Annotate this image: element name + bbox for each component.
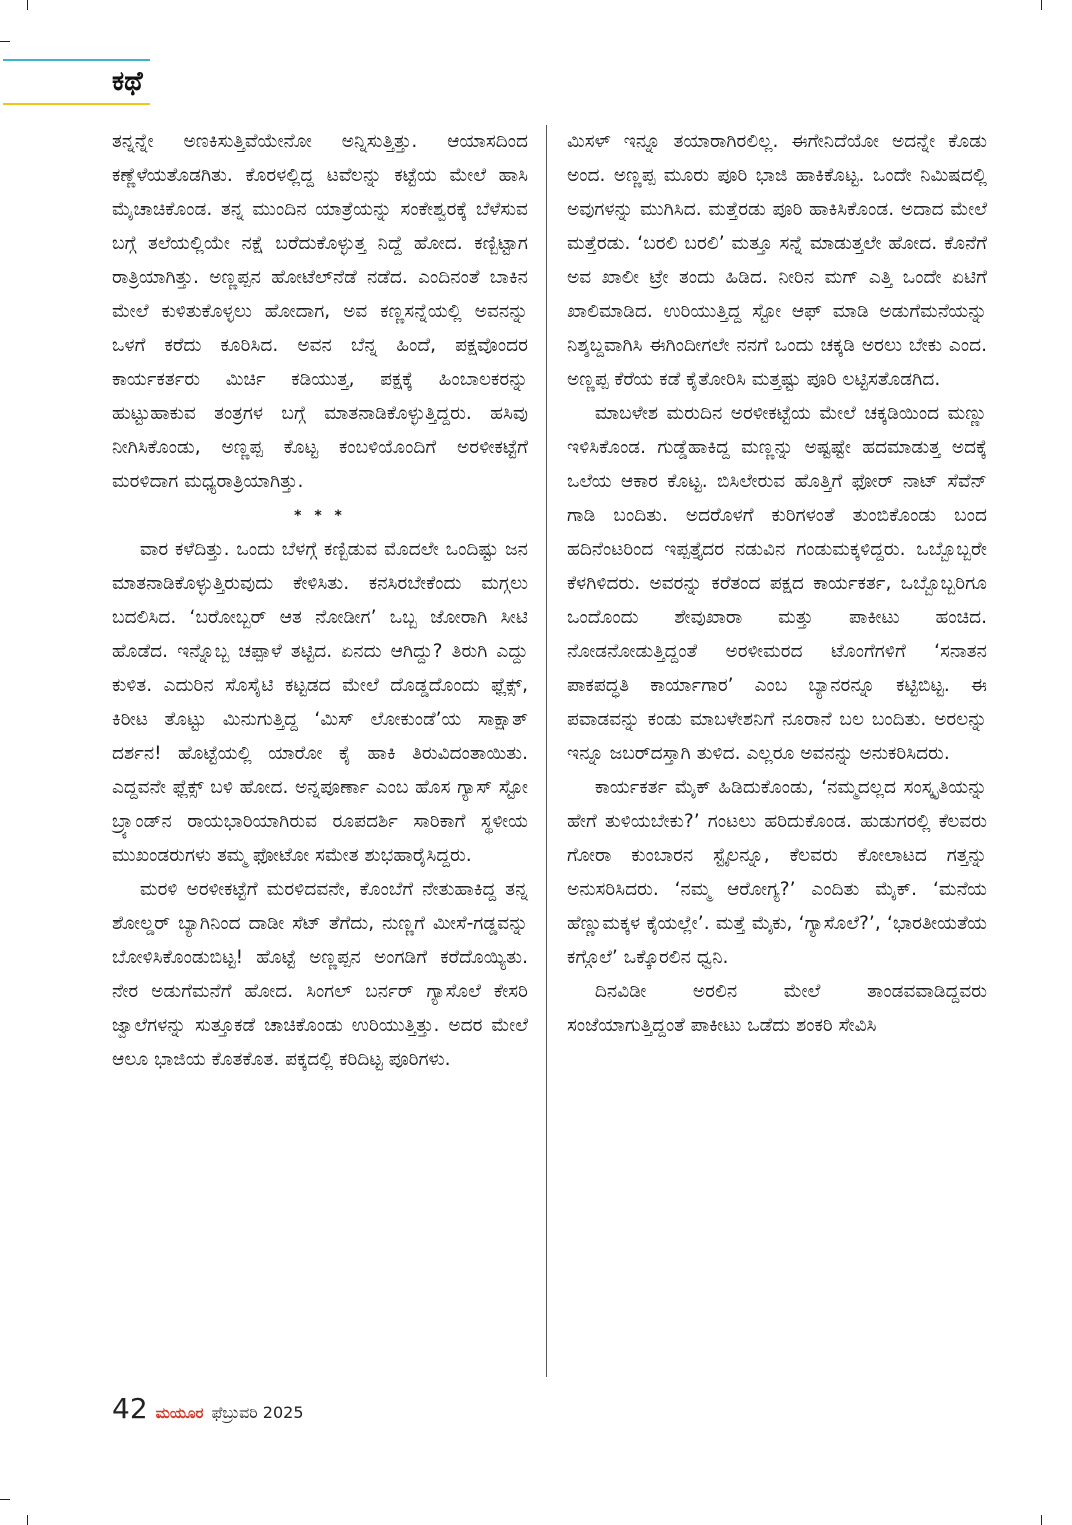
crop-mark bbox=[0, 41, 10, 42]
left-column bbox=[112, 125, 528, 1077]
scene-separator: * * * bbox=[294, 508, 346, 524]
right-paragraph-4: ದಿನವಿಡೀ ಅರಲಿನ ಮೇಲೆ ತಾಂಡವವಾಡಿದ್ದವರು ಸಂಜೆಯಾಗುತ್ತಿದ್ದಂತೆ ಪಾಕೀಟು ಒಡೆದು ಶಂಕರಿ ಸೇವಿಸಿ bbox=[567, 981, 987, 1036]
right-column bbox=[567, 125, 987, 1043]
right-paragraph-2: ಮಾಬಳೇಶ ಮರುದಿನ ಅರಳೀಕಟ್ಟೆಯ ಮೇಲೆ ಚಕ್ಕಡಿಯಿಂದ ಮಣ್ಣು ಇಳಿಸಿಕೊಂಡ. ಗುಡ್ಡೆಹಾಕಿದ್ದ ಮಣ್ಣನ್ನು ಅಷ್ಟಷ್ಟೇ ಹದಮಾಡುತ್ತ ಅದಕ್ಕೆ ಒಲೆಯ ಆಕಾರ ಕೊಟ್ಟ. ಬಿಸಿಲೇರುವ ಹೊತ್ತಿಗೆ ಫೋರ್ ನಾಟ್ ಸೆವೆನ್ ಗಾಡಿ ಬಂದಿತು. ಅದರೊಳಗೆ ಕುರಿಗಳಂತೆ ತುಂಬಿಕೊಂಡು ಬಂದ ಹದಿನೆಂಟರಿಂದ ಇಪ್ಪತ್ತೈದರ ನಡುವಿನ ಗಂಡುಮಕ್ಕಳಿದ್ದರು. ಒಬ್ಬೊಬ್ಬರೇ ಕೆಳಗಿಳಿದರು. ಅವರನ್ನು ಕರೆತಂದ ಪಕ್ಷದ ಕಾರ್ಯಕರ್ತ, ಒಬ್ಬೊಬ್ಬರಿಗೂ ಒಂದೊಂದು ಶೇವುಖಾರಾ ಮತ್ತು ಪಾಕೀಟು ಹಂಚಿದ. ನೋಡನೋಡುತ್ತಿದ್ದಂತೆ ಅರಳೀಮರದ ಟೊಂಗೆಗಳಿಗೆ ‘ಸನಾತನ ಪಾಕಪದ್ಧತಿ ಕಾರ್ಯಾಗಾರ’ ಎಂಬ ಬ್ಯಾನರನ್ನೂ ಕಟ್ಟಿಬಿಟ್ಟ. ಈ ಪವಾಡವನ್ನು ಕಂಡು ಮಾಬಳೇಶನಿಗೆ ನೂರಾನೆ ಬಲ ಬಂದಿತು. ಅರಲನ್ನು ಇನ್ನೂ ಜಬರ್‌ದಸ್ತಾಗಿ ತುಳಿದ. ಎಲ್ಲರೂ ಅವನನ್ನು ಅನುಕರಿಸಿದರು. bbox=[567, 403, 987, 764]
left-paragraph-2: ವಾರ ಕಳೆದಿತ್ತು. ಒಂದು ಬೆಳಗ್ಗೆ ಕಣ್ಬಿಡುವ ಮೊದಲೇ ಒಂದಿಷ್ಟು ಜನ ಮಾತನಾಡಿಕೊಳ್ಳುತ್ತಿರುವುದು ಕೇಳಿಸಿತು. ಕನಸಿರಬೇಕೆಂದು ಮಗ್ಗಲು ಬದಲಿಸಿದ. ‘ಬರೋಬ್ಬರ್ ಆತ ನೋಡೀಗ’ ಒಬ್ಬ ಜೋರಾಗಿ ಸೀಟಿ ಹೊಡೆದ. ಇನ್ನೊಬ್ಬ ಚಪ್ಪಾಳೆ ತಟ್ಟಿದ. ಏನದು ಆಗಿದ್ದು? ತಿರುಗಿ ಎದ್ದು ಕುಳಿತ. ಎದುರಿನ ಸೊಸೈಟಿ ಕಟ್ಟಡದ ಮೇಲೆ ದೊಡ್ಡದೊಂದು ಫ್ಲೆಕ್ಸ್, ಕಿರೀಟ ತೊಟ್ಟು ಮಿನುಗುತ್ತಿದ್ದ ‘ಮಿಸ್ ಲೋಕುಂಡೆ’ಯ ಸಾಕ್ಷಾತ್ ದರ್ಶನ! ಹೊಟ್ಟೆಯಲ್ಲಿ ಯಾರೋ ಕೈ ಹಾಕಿ ತಿರುವಿದಂತಾಯಿತು. ಎದ್ದವನೇ ಫ್ಲೆಕ್ಸ್ ಬಳಿ ಹೋದ. ಅನ್ನಪೂರ್ಣಾ ಎಂಬ ಹೊಸ ಗ್ಯಾಸ್ ಸ್ಟೋ ಬ್ರ್ಯಾಂಡ್‌ನ ರಾಯಭಾರಿಯಾಗಿರುವ ರೂಪದರ್ಶಿ ಸಾರಿಕಾಗೆ ಸ್ಥಳೀಯ ಮುಖಂಡರುಗಳು ತಮ್ಮ ಫೋಟೋ ಸಮೇತ ಶುಭಹಾರೈಸಿದ್ದರು. bbox=[112, 539, 528, 866]
crop-mark bbox=[27, 0, 28, 10]
crop-mark bbox=[1041, 1515, 1042, 1525]
right-paragraph-1: ಮಿಸಳ್ ಇನ್ನೂ ತಯಾರಾಗಿರಲಿಲ್ಲ. ಈಗೇನಿದೆಯೋ ಅದನ್ನೇ ಕೊಡು ಅಂದ. ಅಣ್ಣಪ್ಪ ಮೂರು ಪೂರಿ ಭಾಜಿ ಹಾಕಿಕೊಟ್ಟ. ಒಂದೇ ನಿಮಿಷದಲ್ಲಿ ಅವುಗಳನ್ನು ಮುಗಿಸಿದ. ಮತ್ತೆರಡು ಪೂರಿ ಹಾಕಿಸಿಕೊಂಡ. ಅದಾದ ಮೇಲೆ ಮತ್ತೆರಡು. ‘ಬರಲಿ ಬರಲಿ’ ಮತ್ತೂ ಸನ್ನೆ ಮಾಡುತ್ತಲೇ ಹೋದ. ಕೊನೆಗೆ ಅವ ಖಾಲೀ ಟ್ರೇ ತಂದು ಹಿಡಿದ. ನೀರಿನ ಮಗ್ ಎತ್ತಿ ಒಂದೇ ಏಟಿಗೆ ಖಾಲಿಮಾಡಿದ. ಉರಿಯುತ್ತಿದ್ದ ಸ್ಟೋ ಆಫ್ ಮಾಡಿ ಅಡುಗೆಮನೆಯನ್ನು ನಿಶ್ಶಬ್ದವಾಗಿಸಿ ಈಗಿಂದೀಗಲೇ ನನಗೆ ಒಂದು ಚಕ್ಕಡಿ ಅರಲು ಬೇಕು ಎಂದ. ಅಣ್ಣಪ್ಪ ಕೆರೆಯ ಕಡೆ ಕೈತೋರಿಸಿ ಮತ್ತಷ್ಟು ಪೂರಿ ಲಟ್ಟಿಸತೊಡಗಿದ. bbox=[567, 131, 987, 390]
crop-mark bbox=[27, 1515, 28, 1525]
section-bottom-rule bbox=[3, 103, 150, 105]
right-paragraph-3: ಕಾರ್ಯಕರ್ತ ಮೈಕ್ ಹಿಡಿದುಕೊಂಡು, ‘ನಮ್ಮದಲ್ಲದ ಸಂಸ್ಕೃತಿಯನ್ನು ಹೇಗೆ ತುಳಿಯಬೇಕು?’ ಗಂಟಲು ಹರಿದುಕೊಂಡ. ಹುಡುಗರಲ್ಲಿ ಕೆಲವರು ಗೋರಾ ಕುಂಬಾರನ ಸ್ಟೈಲನ್ನೂ, ಕೆಲವರು ಕೋಲಾಟದ ಗತ್ತನ್ನು ಅನುಸರಿಸಿದರು. ‘ನಮ್ಮ ಆರೋಗ್ಯ?’ ಎಂದಿತು ಮೈಕ್. ‘ಮನೆಯ ಹೆಣ್ಣುಮಕ್ಕಳ ಕೈಯಲ್ಲೇ’. ಮತ್ತೆ ಮೈಕು, ‘ಗ್ಯಾಸೊಲೆ?’, ‘ಭಾರತೀಯತೆಯ ಕಗ್ಗೊಲೆ’ ಒಕ್ಕೊರಲಿನ ಧ್ವನಿ. bbox=[567, 777, 987, 968]
page-number: 42 bbox=[112, 1392, 148, 1425]
crop-mark bbox=[1041, 0, 1042, 10]
crop-mark bbox=[0, 1499, 10, 1500]
magazine-name: ಮಯೂರ bbox=[155, 1404, 204, 1422]
page-footer bbox=[112, 1392, 304, 1425]
issue-date: ಫೆಬ್ರುವರಿ 2025 bbox=[211, 1403, 304, 1422]
section-top-rule bbox=[3, 59, 150, 61]
left-paragraph-1: ತನ್ನನ್ನೇ ಅಣಕಿಸುತ್ತಿವೆಯೇನೋ ಅನ್ನಿಸುತ್ತಿತ್ತು. ಆಯಾಸದಿಂದ ಕಣ್ಣೆಳೆಯತೊಡಗಿತು. ಕೊರಳಲ್ಲಿದ್ದ ಟವೆಲನ್ನು ಕಟ್ಟೆಯ ಮೇಲೆ ಹಾಸಿ ಮೈಚಾಚಿಕೊಂಡ. ತನ್ನ ಮುಂದಿನ ಯಾತ್ರೆಯನ್ನು ಸಂಕೇಶ್ವರಕ್ಕೆ ಬೆಳೆಸುವ ಬಗ್ಗೆ ತಲೆಯಲ್ಲಿಯೇ ನಕ್ಷೆ ಬರೆದುಕೊಳ್ಳುತ್ತ ನಿದ್ದೆ ಹೋದ. ಕಣ್ಬಿಟ್ಟಾಗ ರಾತ್ರಿಯಾಗಿತ್ತು. ಅಣ್ಣಪ್ಪನ ಹೋಟೆಲ್‌ನೆಡೆ ನಡೆದ. ಎಂದಿನಂತೆ ಬಾಕಿನ ಮೇಲೆ ಕುಳಿತುಕೊಳ್ಳಲು ಹೋದಾಗ, ಅವ ಕಣ್ಣಸನ್ನೆಯಲ್ಲಿ ಅವನನ್ನು ಒಳಗೆ ಕರೆದು ಕೂರಿಸಿದ. ಅವನ ಬೆನ್ನ ಹಿಂದೆ, ಪಕ್ಷವೊಂದರ ಕಾರ್ಯಕರ್ತರು ಮಿರ್ಚಿ ಕಡಿಯುತ್ತ, ಪಕ್ಷಕ್ಕೆ ಹಿಂಬಾಲಕರನ್ನು ಹುಟ್ಟುಹಾಕುವ ತಂತ್ರಗಳ ಬಗ್ಗೆ ಮಾತನಾಡಿಕೊಳ್ಳುತ್ತಿದ್ದರು. ಹಸಿವು ನೀಗಿಸಿಕೊಂಡು, ಅಣ್ಣಪ್ಪ ಕೊಟ್ಟ ಕಂಬಳಿಯೊಂದಿಗೆ ಅರಳೀಕಟ್ಟೆಗೆ ಮರಳಿದಾಗ ಮಧ್ಯರಾತ್ರಿಯಾಗಿತ್ತು. bbox=[112, 131, 528, 492]
left-paragraph-3: ಮರಳಿ ಅರಳೀಕಟ್ಟೆಗೆ ಮರಳಿದವನೇ, ಕೊಂಬೆಗೆ ನೇತುಹಾಕಿದ್ದ ತನ್ನ ಶೋಲ್ಡರ್ ಬ್ಯಾಗಿನಿಂದ ದಾಡೀ ಸೆಟ್ ತೆಗೆದು, ನುಣ್ಣಗೆ ಮೀಸೆ-ಗಡ್ಡವನ್ನು ಬೋಳಿಸಿಕೊಂಡುಬಿಟ್ಟ! ಹೊಟ್ಟೆ ಅಣ್ಣಪ್ಪನ ಅಂಗಡಿಗೆ ಕರೆದೊಯ್ಯಿತು. ನೇರ ಅಡುಗೆಮನೆಗೆ ಹೋದ. ಸಿಂಗಲ್ ಬರ್ನರ್ ಗ್ಯಾಸೊಲೆ ಕೇಸರಿ ಜ್ವಾಲೆಗಳನ್ನು ಸುತ್ತೂಕಡೆ ಚಾಚಿಕೊಂಡು ಉರಿಯುತ್ತಿತ್ತು. ಅದರ ಮೇಲೆ ಆಲೂ ಭಾಜಿಯ ಕೊತಕೊತ. ಪಕ್ಕದಲ್ಲಿ ಕರಿದಿಟ್ಟ ಪೂರಿಗಳು. bbox=[112, 879, 528, 1070]
column-divider bbox=[546, 125, 547, 1377]
section-title: ಕಥೆ bbox=[112, 66, 143, 97]
